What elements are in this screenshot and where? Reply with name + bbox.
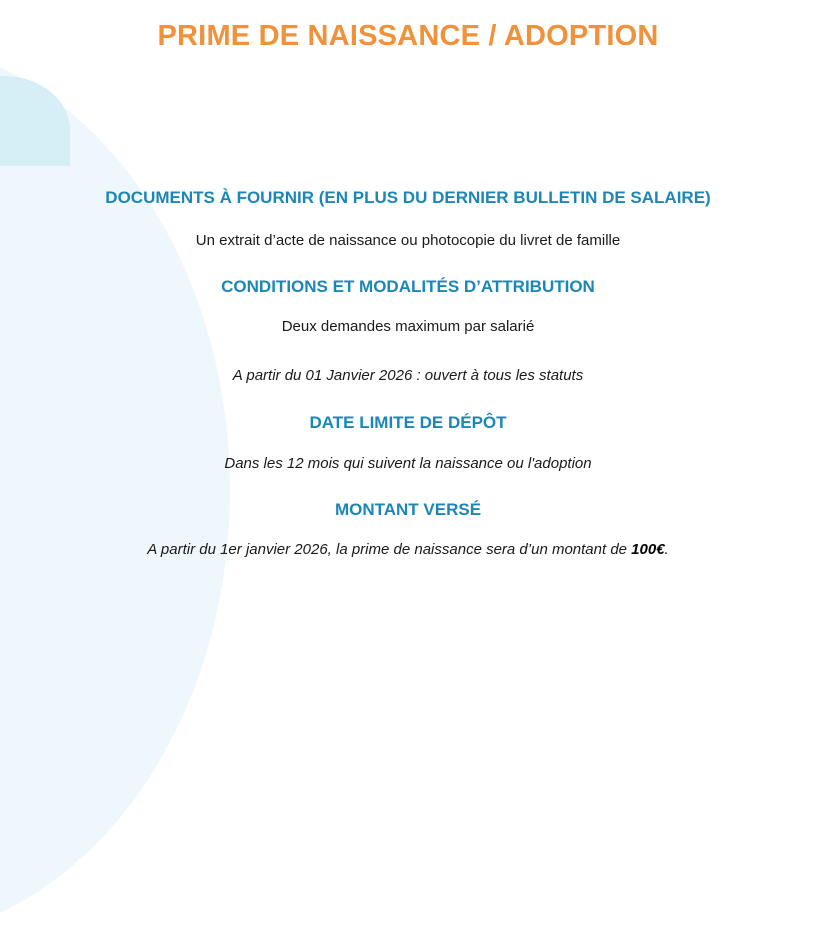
background-decoration-accent <box>0 76 70 166</box>
page-title: PRIME DE NAISSANCE / ADOPTION <box>157 20 659 52</box>
section-text-conditions-1: Deux demandes maximum par salarié <box>281 318 535 335</box>
amount-prefix: A partir du 1er janvier 2026, la prime de naissance sera d’un montant de <box>147 541 632 558</box>
amount-suffix: . <box>664 541 669 558</box>
section-heading-documents: DOCUMENTS À FOURNIR (EN PLUS DU DERNIER BULLETIN DE SALAIRE) <box>105 188 711 207</box>
amount-value: 100€ <box>631 541 665 558</box>
section-heading-conditions: CONDITIONS ET MODALITÉS D’ATTRIBUTION <box>221 277 595 296</box>
background-decoration <box>0 40 230 940</box>
section-text-conditions-2: A partir du 01 Janvier 2026 : ouvert à tous les statuts <box>232 367 584 384</box>
section-text-deadline: Dans les 12 mois qui suivent la naissance ou l'adoption <box>224 455 592 472</box>
section-heading-deadline: DATE LIMITE DE DÉPÔT <box>309 413 507 432</box>
section-heading-amount: MONTANT VERSÉ <box>334 500 482 519</box>
section-text-amount <box>0 541 816 558</box>
section-text-documents: Un extrait d’acte de naissance ou photocopie du livret de famille <box>195 232 621 249</box>
